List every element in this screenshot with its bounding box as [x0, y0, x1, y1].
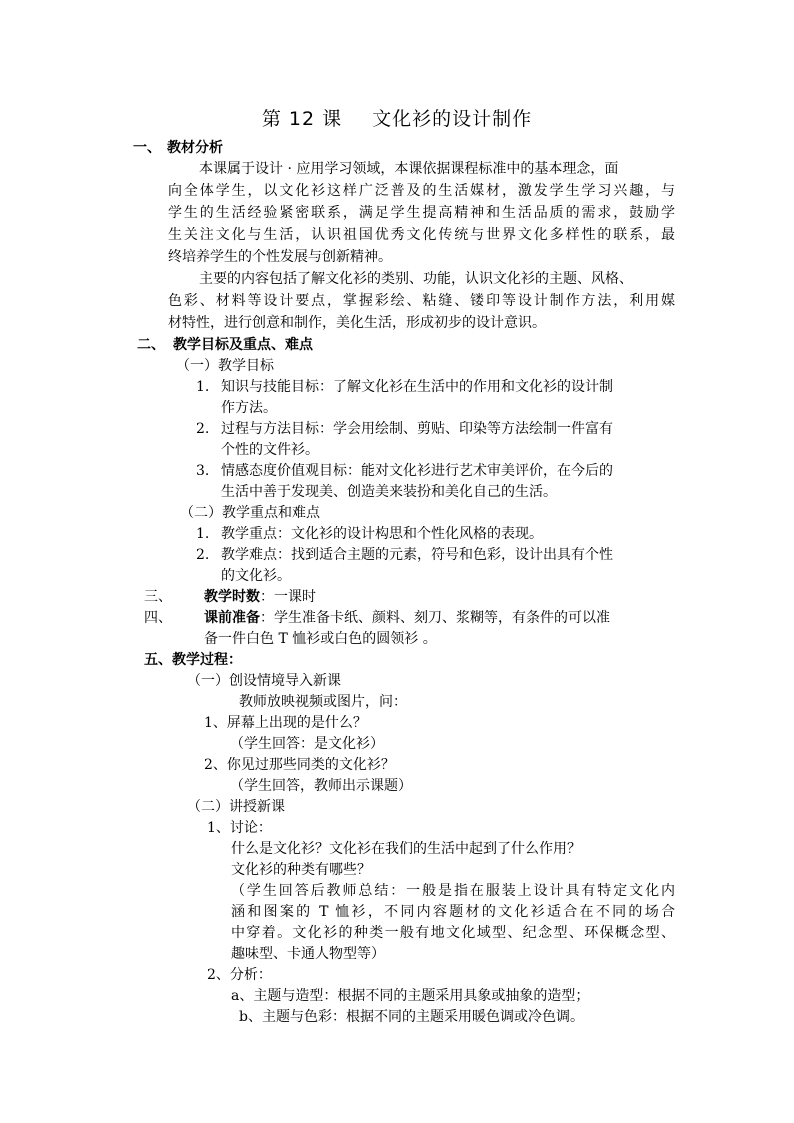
- section-4-title: 课前准备: [204, 610, 260, 626]
- section-1-heading: [133, 138, 223, 158]
- s5-summary-line-3: 中穿着。文化衫的种类一般有地文化域型、纪念型、环保概念型、: [231, 925, 675, 941]
- s2-item-2-number: 2.: [196, 421, 210, 437]
- s2-key-2-line-2: 的文化衫。: [221, 568, 291, 584]
- s5-intro: 教师放映视频或图片，问：: [239, 694, 407, 710]
- section-1-title: 教材分析: [167, 140, 223, 156]
- s5-discussion-q2: 文化衫的种类有哪些？: [231, 862, 371, 878]
- section-5-title: 教学过程: [172, 652, 228, 668]
- section-3-line: [204, 587, 316, 607]
- s5-analysis-a: a、主题与造型：根据不同的主题采用具象或抽象的造型；: [231, 988, 590, 1004]
- section-3-title: 教学时数: [204, 589, 260, 605]
- s5-subheading-2: （二）讲授新课: [187, 799, 285, 815]
- s1-p2-line-1: 主要的内容包括了解文化衫的类别、功能，认识文化衫的主题、风格、: [199, 271, 633, 287]
- section-4-line-1: [204, 608, 610, 628]
- s5-answer-1: （学生回答：是文化衫）: [230, 736, 384, 752]
- lesson-title: [0, 104, 794, 131]
- section-3-number: 三、: [144, 589, 172, 605]
- section-4-number: 四、: [144, 610, 172, 626]
- s5-analysis-heading: 2、分析：: [207, 967, 272, 983]
- s2-subheading-2: （二）教学重点和难点: [180, 505, 320, 521]
- s2-item-2-line-2: 个性的文件衫。: [221, 442, 319, 458]
- s5-analysis-b: b、主题与色彩：根据不同的主题采用暖色调或冷色调。: [239, 1009, 584, 1025]
- section-5-number: 五、: [144, 652, 172, 668]
- s5-summary-line-2: 涵和图案的 T 恤衫，不同内容题材的文化衫适合在不同的场合: [231, 904, 675, 920]
- s5-question-2: 2、你见过那些同类的文化衫？: [204, 757, 395, 773]
- s1-p1-line-5: 终培养学生的个性发展与创新精神。: [168, 249, 392, 265]
- section-2-number: 二、: [137, 337, 165, 353]
- s2-item-3-line-1: 情感态度价值观目标：能对文化衫进行艺术审美评价，在今后的: [221, 463, 613, 479]
- s2-key-1-line-1: 教学重点：文化衫的设计构思和个性化风格的表现。: [221, 526, 543, 542]
- s5-subheading-1: （一）创设情境导入新课: [187, 673, 341, 689]
- s5-discussion-q1: 什么是文化衫？文化衫在我们的生活中起到了什么作用？: [231, 841, 581, 857]
- s5-question-1: 1、屏幕上出现的是什么？: [204, 715, 367, 731]
- s2-key-2-number: 2.: [196, 547, 210, 563]
- s5-summary-line-4: 趣味型、卡通人物型等）: [231, 946, 385, 962]
- s2-item-1-line-1: 知识与技能目标：了解文化衫在生活中的作用和文化衫的设计制: [221, 379, 613, 395]
- s5-answer-2: （学生回答，教师出示课题）: [230, 778, 412, 794]
- s1-p1-line-2: 向全体学生，以文化衫这样广泛普及的生活媒材，激发学生学习兴趣，与: [168, 183, 675, 199]
- section-4-text: ：学生准备卡纸、颜料、刻刀、浆糊等，有条件的可以准: [260, 610, 610, 626]
- section-5-heading: [144, 650, 242, 670]
- s2-item-2-line-1: 过程与方法目标：学会用绘制、剪贴、印染等方法绘制一件富有: [221, 421, 613, 437]
- section-2-title: 教学目标及重点、难点: [173, 337, 313, 353]
- s2-item-3-number: 3.: [196, 463, 210, 479]
- s2-item-1-number: 1.: [196, 379, 210, 395]
- section-5-colon: ：: [228, 652, 242, 668]
- lesson-name: 文化衫的设计制作: [372, 108, 533, 130]
- s1-p1-line-1: 本课属于设计 · 应用学习领域，本课依据课程标准中的基本理念，面: [199, 161, 619, 177]
- s2-subheading-1: （一）教学目标: [176, 358, 274, 374]
- lesson-number: 第 12 课: [261, 108, 343, 130]
- s5-summary-line-1: （学生回答后教师总结：一般是指在服装上设计具有特定文化内: [231, 883, 675, 899]
- section-4-line-2: 备一件白色 T 恤衫或白色的圆领衫 。: [204, 631, 437, 647]
- s2-item-1-line-2: 作方法。: [221, 400, 277, 416]
- s1-p2-line-2: 色彩、材料等设计要点，掌握彩绘、粘缝、镂印等设计制作方法，利用媒: [168, 293, 675, 309]
- s1-p1-line-3: 学生的生活经验紧密联系，满足学生提高精神和生活品质的需求，鼓励学: [168, 205, 675, 221]
- section-3-text: ：一课时: [260, 589, 316, 605]
- s2-item-3-line-2: 生活中善于发现美、创造美来装扮和美化自己的生活。: [221, 484, 557, 500]
- section-1-number: 一、: [133, 140, 161, 156]
- section-2-heading: [137, 335, 313, 355]
- s5-discussion-heading: 1、讨论：: [207, 820, 272, 836]
- s1-p2-line-3: 材特性，进行创意和制作，美化生活，形成初步的设计意识。: [168, 315, 546, 331]
- s2-key-1-number: 1.: [196, 526, 210, 542]
- s1-p1-line-4: 生关注文化与生活，认识祖国优秀文化传统与世界文化多样性的联系，最: [168, 227, 675, 243]
- s2-key-2-line-1: 教学难点：找到适合主题的元素，符号和色彩，设计出具有个性: [221, 547, 613, 563]
